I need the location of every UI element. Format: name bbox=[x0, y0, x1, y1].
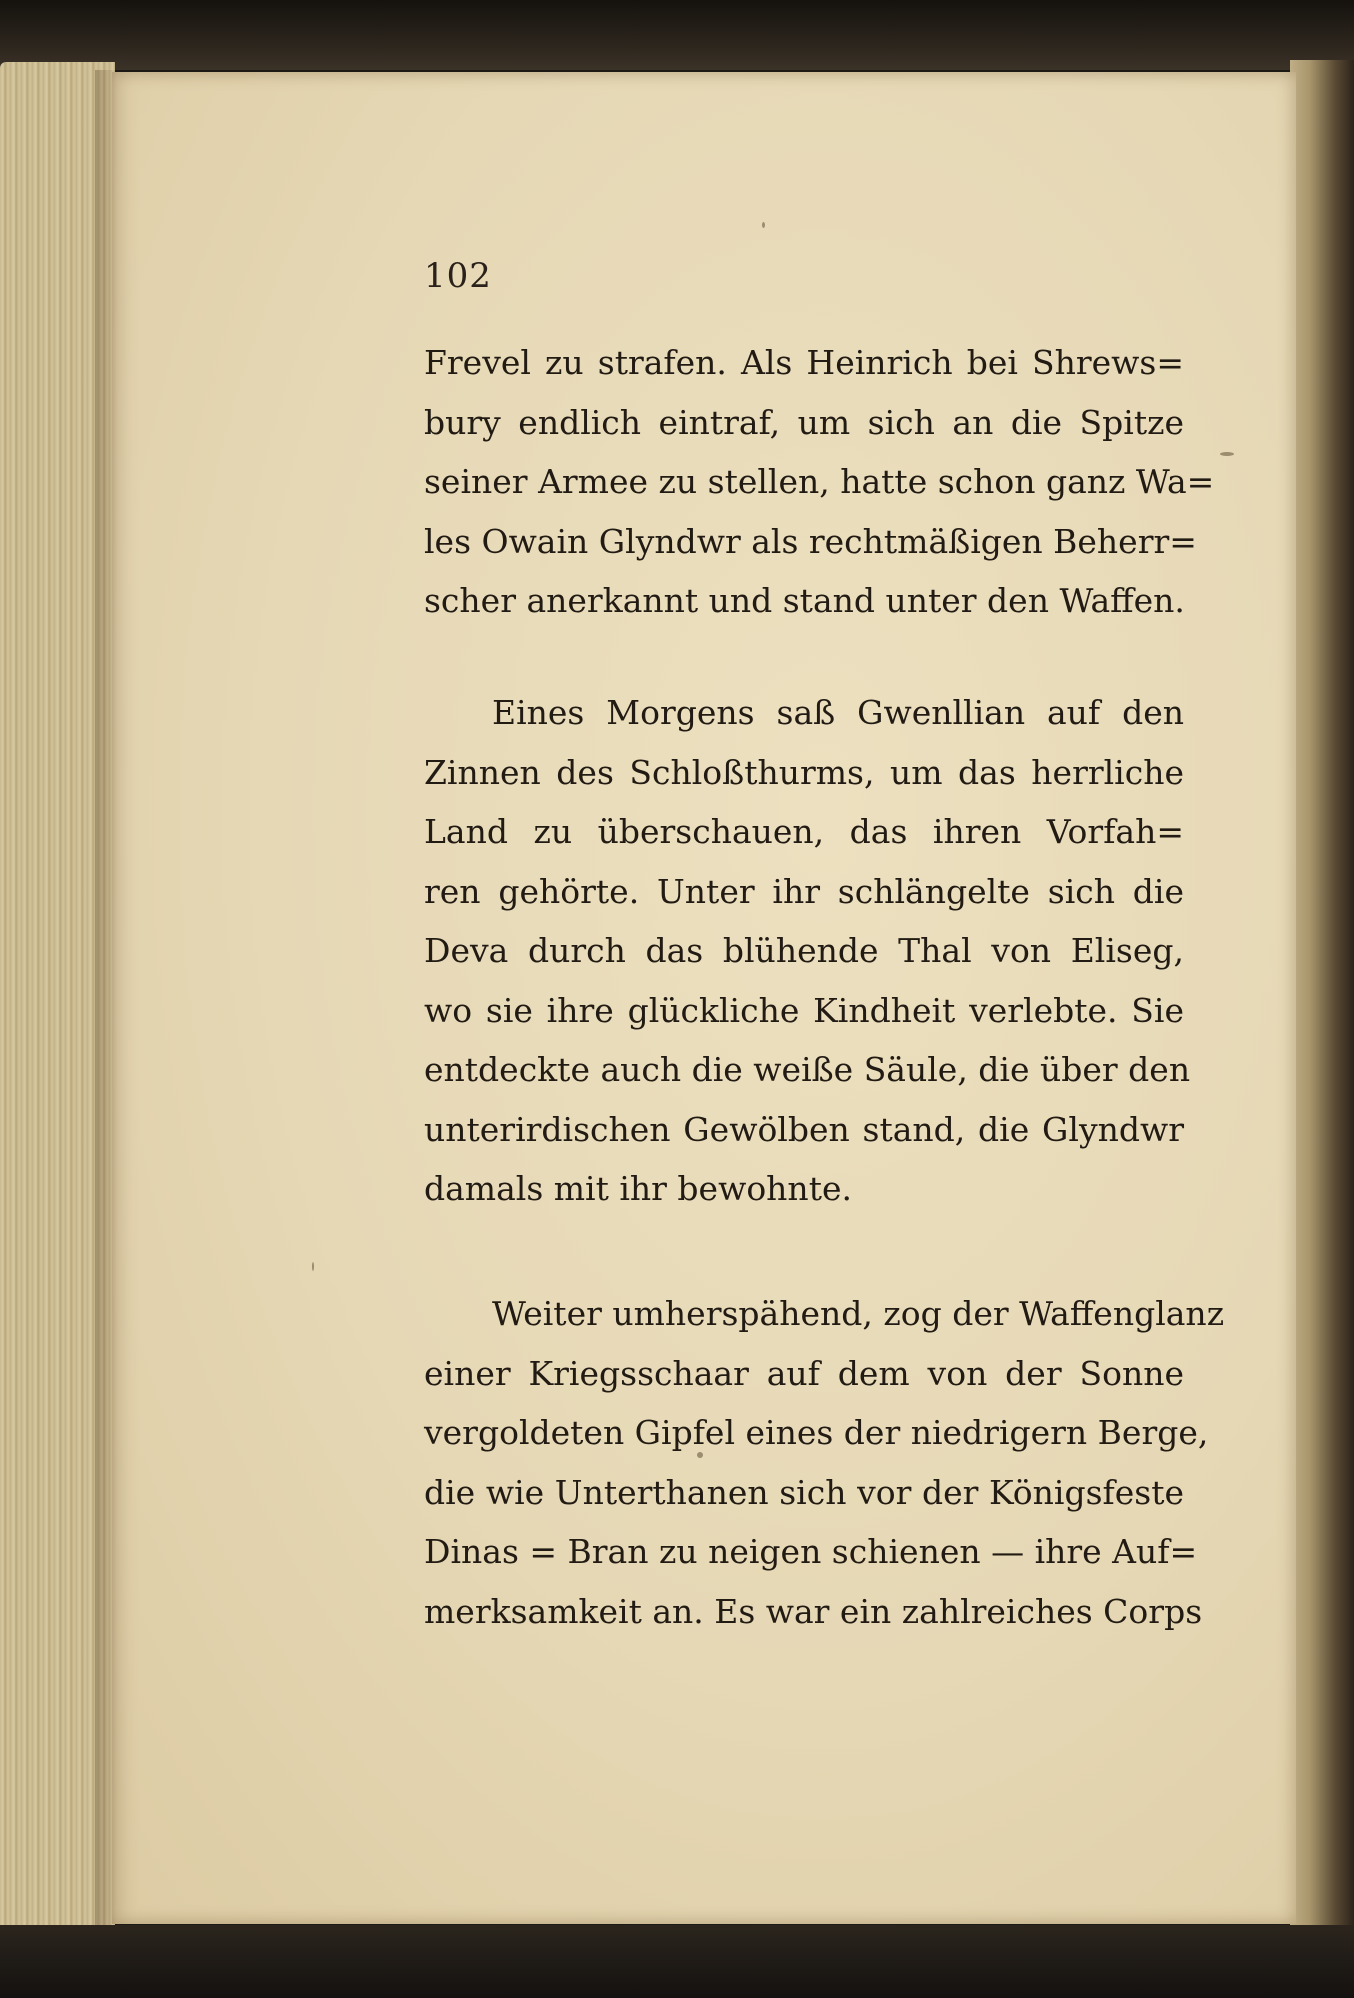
text-line: scher anerkannt und stand unter den Waffen. bbox=[424, 581, 1185, 620]
text-line: Deva durch das blühende Thal von Eliseg, bbox=[424, 931, 1184, 970]
text-line: Weiter umherspähend, zog der Waffenglanz bbox=[492, 1294, 1225, 1333]
text-line: seiner Armee zu stellen, hatte schon ganz Wa= bbox=[424, 462, 1215, 501]
text-line: die wie Unterthanen sich vor der Königsfeste bbox=[424, 1472, 1184, 1512]
bottom-binding-edge bbox=[0, 1925, 1354, 1998]
right-cover-edge bbox=[1290, 60, 1354, 1940]
paragraph-3 bbox=[424, 1284, 1225, 1641]
text-line: Zinnen des Schloßthurms, um das herrliche bbox=[424, 752, 1184, 792]
text-line: einer Kriegsschaar auf dem von der Sonne bbox=[424, 1353, 1184, 1393]
page-number: 102 bbox=[424, 256, 492, 296]
text-line: ren gehörte. Unter ihr schlängelte sich die bbox=[424, 871, 1184, 911]
paragraph-2 bbox=[424, 683, 1191, 1219]
gutter-shadow bbox=[95, 70, 117, 1930]
text-line: bury endlich eintraf, um sich an die Spitze bbox=[424, 402, 1184, 442]
paper-speck bbox=[1220, 452, 1234, 456]
paper-speck bbox=[762, 222, 765, 228]
text-line: damals mit ihr bewohnte. bbox=[424, 1169, 852, 1208]
text-line: merksamkeit an. Es war ein zahlreiches Corps bbox=[424, 1591, 1203, 1631]
text-line: Land zu überschauen, das ihren Vorfah= bbox=[424, 812, 1184, 851]
text-line: les Owain Glyndwr als rechtmäßigen Beherr= bbox=[424, 521, 1197, 561]
paper-speck bbox=[312, 1262, 314, 1271]
top-binding-edge bbox=[0, 0, 1354, 70]
text-line: Eines Morgens saß Gwenllian auf den bbox=[492, 693, 1184, 732]
text-line: unterirdischen Gewölben stand, die Glyndwr bbox=[424, 1109, 1184, 1149]
text-line: entdeckte auch die weiße Säule, die über den bbox=[424, 1050, 1191, 1089]
text-line: Dinas = Bran zu neigen schienen — ihre Auf= bbox=[424, 1532, 1198, 1571]
paragraph-1 bbox=[424, 333, 1215, 631]
text-line: vergoldeten Gipfel eines der niedrigern Berge, bbox=[424, 1413, 1209, 1452]
text-line: wo sie ihre glückliche Kindheit verlebte. Sie bbox=[424, 990, 1184, 1030]
text-line: Frevel zu strafen. Als Heinrich bei Shrews= bbox=[424, 343, 1184, 382]
